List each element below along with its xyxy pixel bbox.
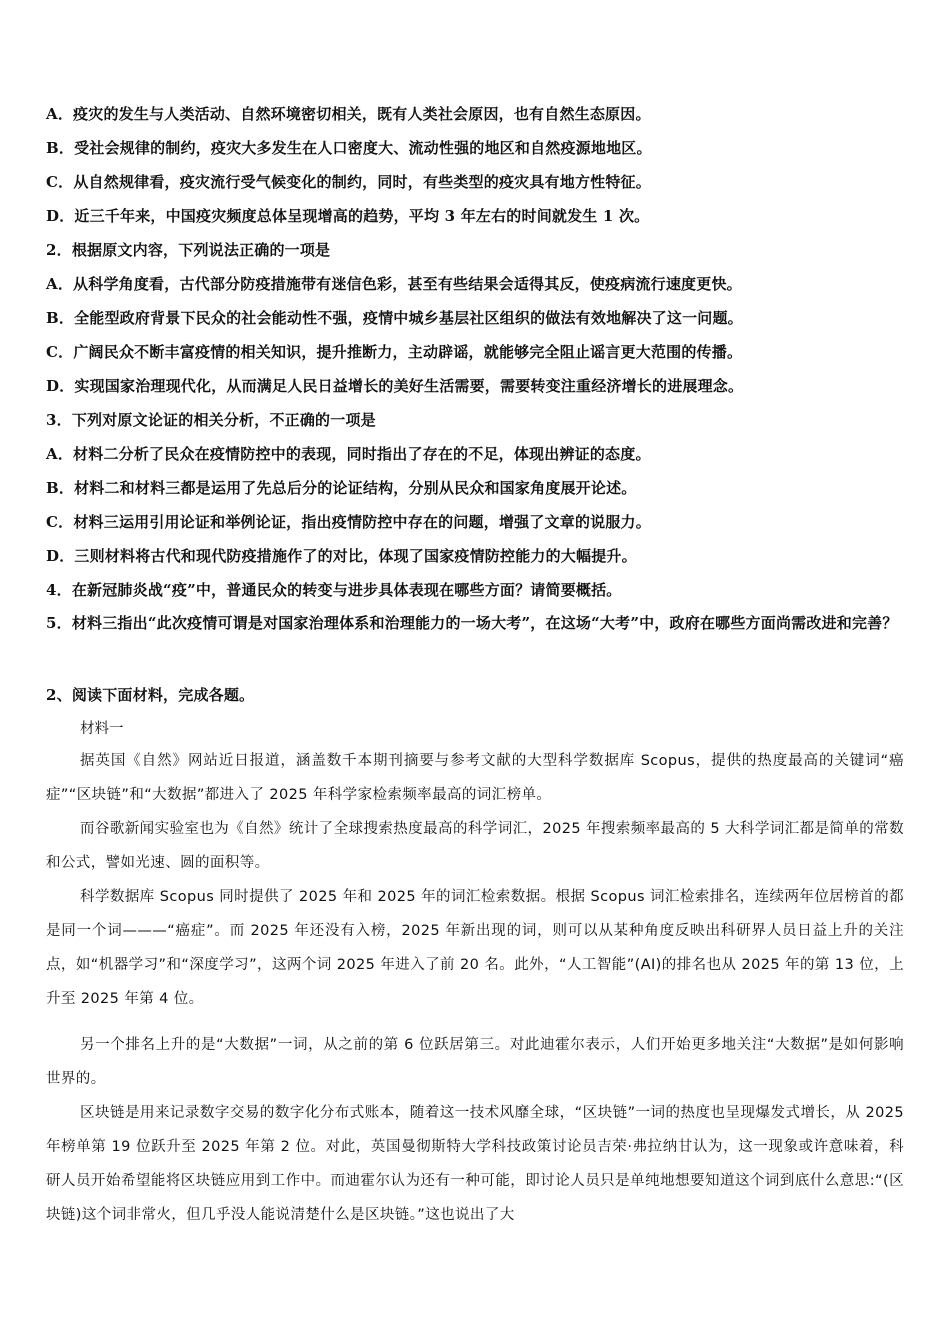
q2-option-c: C．广阔民众不断丰富疫情的相关知识，提升推断力，主动辟谣，就能够完全阻止谣言更大范围的传播。 bbox=[46, 343, 743, 361]
material-label: 材料一 bbox=[80, 721, 124, 737]
q2-stem: 2．根据原文内容，下列说法正确的一项是 bbox=[46, 241, 331, 259]
q4-stem: 4．在新冠肺炎战“疫”中，普通民众的转变与进步具体表现在哪些方面？请简要概括。 bbox=[46, 581, 622, 599]
q1-option-c: C．从自然规律看，疫灾流行受气候变化的制约，同时，有些类型的疫灾具有地方性特征。 bbox=[46, 173, 651, 191]
material-paragraph: 科学数据库 Scopus 同时提供了 2025 年和 2025 年的词汇检索数据。根据 Scopus 词汇检索排名，连续两年位居榜首的都是同一个词———“癌症”。而 2025 年还没有入榜，2025 年新出现的词，则可以从某种角度反映出科研界人员日益上升的关注点，如“机器学习”和“深度学习”，这两个词 2025 年进入了前 20 名。此外，“人工智能”(AI)的排名也从 2025 年的第 13 位，上升至 2025 年第 4 位。 bbox=[46, 889, 904, 1007]
material-paragraph: 据英国《自然》网站近日报道，涵盖数千本期刊摘要与参考文献的大型科学数据库 Scopus，提供的热度最高的关键词“癌症”“区块链”和“大数据”都进入了 2025 年科学家检索频率最高的词汇榜单。 bbox=[46, 753, 904, 803]
q1-option-b: B．受社会规律的制约，疫灾大多发生在人口密度大、流动性强的地区和自然疫源地地区。 bbox=[46, 139, 652, 157]
material-paragraph: 另一个排名上升的是“大数据”一词，从之前的第 6 位跃居第三。对此迪霍尔表示，人们开始更多地关注“大数据”是如何影响世界的。 bbox=[46, 1037, 904, 1087]
q3-option-d: D．三则材料将古代和现代防疫措施作了的对比，体现了国家疫情防控能力的大幅提升。 bbox=[46, 547, 637, 565]
section2-heading: 2、阅读下面材料，完成各题。 bbox=[46, 686, 255, 704]
material-paragraph: 而谷歌新闻实验室也为《自然》统计了全球搜索热度最高的科学词汇，2025 年搜索频率最高的 5 大科学词汇都是简单的常数和公式，譬如光速、圆的面积等。 bbox=[46, 821, 904, 871]
q3-option-a: A．材料二分析了民众在疫情防控中的表现，同时指出了存在的不足，体现出辨证的态度。 bbox=[46, 445, 651, 463]
q3-stem: 3．下列对原文论证的相关分析，不正确的一项是 bbox=[46, 411, 376, 429]
q2-option-a: A．从科学角度看，古代部分防疫措施带有迷信色彩，甚至有些结果会适得其反，使疫病流行速度更快。 bbox=[46, 275, 742, 293]
q3-option-b: B．材料二和材料三都是运用了先总后分的论证结构，分别从民众和国家角度展开论述。 bbox=[46, 479, 637, 497]
q5-stem: 5．材料三指出“此次疫情可谓是对国家治理体系和治理能力的一场大考”，在这场“大考”中，政府在哪些方面尚需改进和完善？ bbox=[46, 614, 898, 632]
q1-option-a: A．疫灾的发生与人类活动、自然环境密切相关，既有人类社会原因，也有自然生态原因。 bbox=[46, 105, 651, 123]
material-paragraph: 区块链是用来记录数字交易的数字化分布式账本，随着这一技术风靡全球，“区块链”一词的热度也呈现爆发式增长，从 2025 年榜单第 19 位跃升至 2025 年第 2 位。对此，英国曼彻斯特大学科技政策讨论员吉荣·弗拉纳甘认为，这一现象或许意味着，科研人员开始希望能将区块链应用到工作中。而迪霍尔认为还有一种可能，即讨论人员只是单纯地想要知道这个词到底什么意思:“(区块链)这个词非常火，但几乎没人能说清楚什么是区块链。”这也说出了大 bbox=[46, 1105, 904, 1223]
q1-option-d: D．近三千年来，中国疫灾频度总体呈现增高的趋势，平均 3 年左右的时间就发生 1 次。 bbox=[46, 207, 650, 225]
q2-option-d: D．实现国家治理现代化，从而满足人民日益增长的美好生活需要，需要转变注重经济增长的进展理念。 bbox=[46, 377, 744, 395]
q2-option-b: B．全能型政府背景下民众的社会能动性不强，疫情中城乡基层社区组织的做法有效地解决了这一问题。 bbox=[46, 309, 743, 327]
q3-option-c: C．材料三运用引用论证和举例论证，指出疫情防控中存在的问题，增强了文章的说服力。 bbox=[46, 513, 651, 531]
